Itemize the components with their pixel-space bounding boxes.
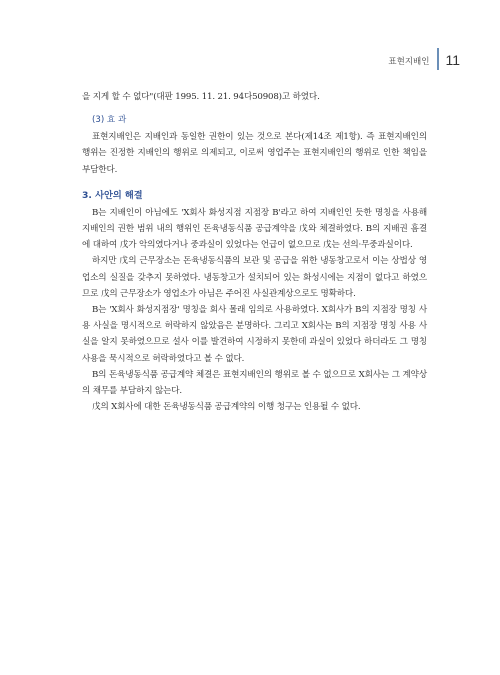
paragraph-conclusion: 戊의 X회사에 대한 돈육냉동식품 공급계약의 이행 청구는 인용될 수 없다. bbox=[92, 402, 361, 413]
running-header bbox=[388, 48, 460, 70]
page-body bbox=[82, 89, 427, 415]
running-header-title: 표현지배인 bbox=[388, 57, 430, 67]
paragraph-resolution-4: B의 돈육냉동식품 공급계약 체결은 표현지배인의 행위로 볼 수 없으므로 X회사는 그 계약상의 채무를 부담하지 않는다. bbox=[82, 369, 427, 397]
subsection-heading-effect: (3) 효 과 bbox=[92, 115, 127, 126]
paragraph-resolution-3: B는 'X회사 화성지점장' 명칭을 회사 몰래 임의로 사용하였다. X회사가 B의 지점장 명칭 사용 사실을 명시적으로 허락하지 않았음은 분명하다. 그리고 X회사는 B의 지점장 명칭 사용 사실을 알지 못하였으므로 설사 이를 발견하여 시정하지 못한데 과실이 있었다 하더라도 그 명칭 사용을 묵시적으로 허락하였다고 볼 수 없다. bbox=[82, 305, 427, 364]
paragraph-effect: 표현지배인은 지배인과 동일한 권한이 있는 것으로 본다(제14조 제1항). 즉 표현지배인의 행위는 진정한 지배인의 행위로 의제되고, 이로써 영업주는 표현지배인의 행위로 인한 책임을 부담한다. bbox=[82, 132, 427, 175]
paragraph-resolution-2: 하지만 戊의 근무장소는 돈육냉동식품의 보관 및 공급을 위한 냉동창고로서 이는 상법상 영업소의 실질을 갖추지 못하였다. 냉동창고가 설치되어 있는 화성시에는 지점이 없다고 하였으므로 戊의 근무장소가 영업소가 아님은 주어진 사실관계상으로도 명확하다. bbox=[82, 256, 427, 299]
page-number: 11 bbox=[445, 52, 460, 68]
paragraph-resolution-1: B는 지배인이 아님에도 'X회사 화성지점 지점장 B'라고 하여 지배인인 듯한 명칭을 사용해 지배인의 권한 범위 내의 행위인 돈육냉동식품 공급계약을 戊와 체결하였다. B의 지배권 흠결에 대하여 戊가 악의였다거나 중과실이 있었다는 언급이 없으므로 戊는 선의·무중과실이다. bbox=[82, 207, 427, 251]
paragraph-continuation: 을 지게 할 수 없다"(대판 1995. 11. 21. 94다50908)고 하였다. bbox=[82, 92, 320, 102]
section-heading-resolution: 3. 사안의 해결 bbox=[82, 189, 143, 201]
